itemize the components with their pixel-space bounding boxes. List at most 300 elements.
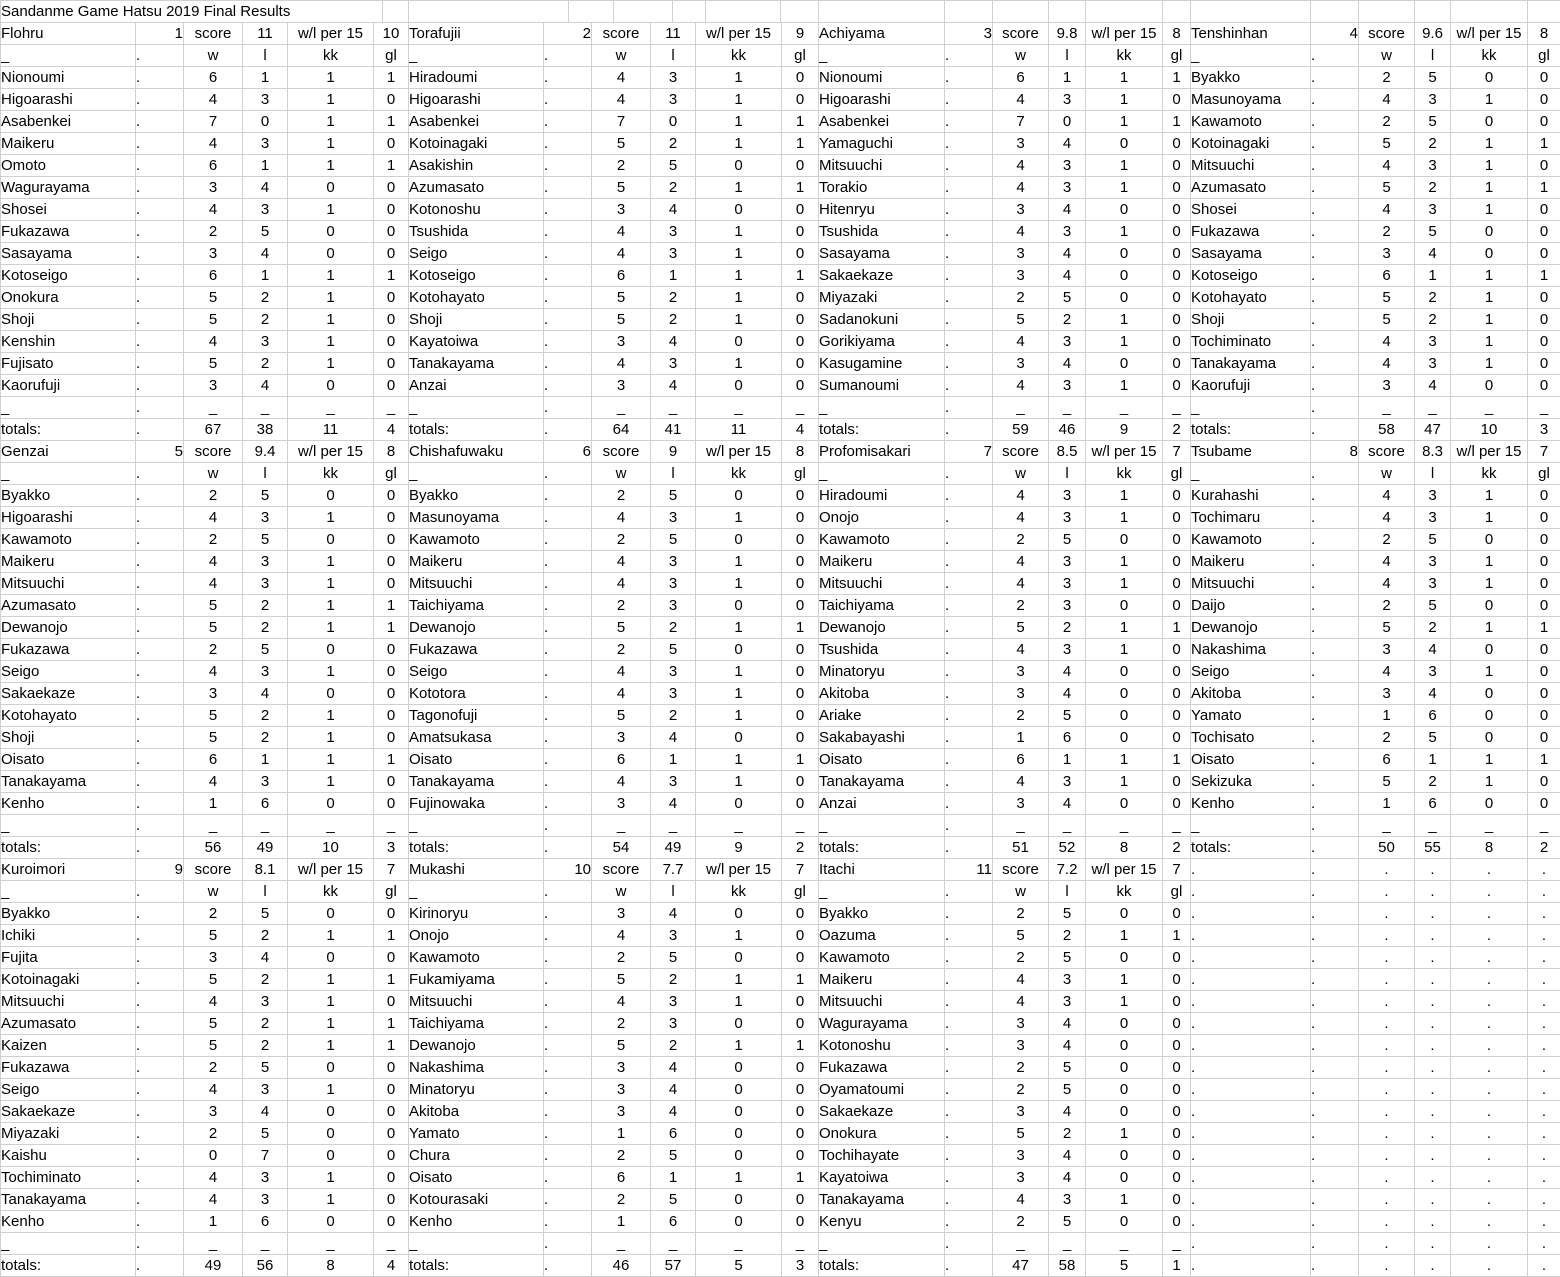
col-header-w: w: [1359, 463, 1415, 485]
totals-wins: 51: [993, 837, 1049, 859]
gl-value: 0: [782, 1013, 819, 1035]
gl-value: 0: [1163, 683, 1191, 705]
totals-wins: 56: [184, 837, 243, 859]
gl-value: 0: [374, 287, 409, 309]
wins-value: 2: [184, 903, 243, 925]
dot-cell: .: [1359, 1167, 1415, 1189]
separator-row: [1, 815, 409, 837]
empty-cell: [1163, 1, 1191, 23]
dot-cell: .: [1311, 1057, 1359, 1079]
wins-value: 6: [184, 265, 243, 287]
wins-value: 5: [1359, 309, 1415, 331]
gl-value: 1: [1528, 749, 1560, 771]
dot-cell: .: [1311, 265, 1359, 287]
opponent-row: [1, 67, 409, 89]
dot-cell: .: [1191, 881, 1311, 903]
losses-value: 5: [1049, 903, 1086, 925]
losses-value: 3: [651, 353, 696, 375]
totals-kk: 5: [1086, 1255, 1163, 1277]
opponent-row: [819, 617, 1191, 639]
underscore-cell: _: [288, 1233, 374, 1255]
opponent-row: [409, 749, 819, 771]
wins-value: 5: [184, 595, 243, 617]
kk-value: 1: [1451, 309, 1528, 331]
dot-cell: .: [1415, 947, 1451, 969]
gl-value: 0: [1528, 89, 1560, 111]
opponent-row: [1191, 749, 1560, 771]
wins-value: 3: [993, 793, 1049, 815]
dot-cell: .: [136, 67, 184, 89]
dot-cell: .: [136, 353, 184, 375]
kk-value: 1: [288, 617, 374, 639]
dot-cell: .: [945, 1123, 993, 1145]
opponent-name: Onokura: [1, 287, 136, 309]
dot-cell: .: [1191, 1035, 1311, 1057]
results-block-flohru: [0, 22, 409, 441]
opponent-name: Sadanokuni: [819, 309, 945, 331]
opponent-row: [1, 617, 409, 639]
dot-cell: .: [136, 815, 184, 837]
losses-value: 2: [243, 727, 288, 749]
block-player-name: Tsubame: [1191, 441, 1311, 463]
opponent-name: Mitsuuchi: [409, 573, 544, 595]
underscore-cell: _: [1086, 397, 1163, 419]
dot-cell: .: [136, 309, 184, 331]
losses-value: 4: [651, 1079, 696, 1101]
kk-value: 1: [1451, 353, 1528, 375]
opponent-name: Tochihayate: [819, 1145, 945, 1167]
totals-row: [409, 837, 819, 859]
kk-value: 0: [696, 1013, 782, 1035]
opponent-name: Hiradoumi: [819, 485, 945, 507]
col-header-w: w: [993, 463, 1049, 485]
opponent-row: [409, 1167, 819, 1189]
opponent-row: [409, 221, 819, 243]
dot-cell: .: [1311, 1013, 1359, 1035]
wins-value: 3: [993, 133, 1049, 155]
opponent-row: [1, 265, 409, 287]
opponent-name: Miyazaki: [1, 1123, 136, 1145]
gl-value: 0: [1163, 1035, 1191, 1057]
col-header-gl: gl: [782, 881, 819, 903]
gl-value: 0: [1163, 1123, 1191, 1145]
col-header-kk: kk: [1451, 463, 1528, 485]
opponent-name: Fukazawa: [1, 1057, 136, 1079]
block-player-name: Flohru: [1, 23, 136, 45]
dot-cell: .: [136, 507, 184, 529]
gl-value: 1: [782, 111, 819, 133]
dot-cell: .: [1359, 1233, 1415, 1255]
opponent-row: [1, 925, 409, 947]
wins-value: 4: [1359, 507, 1415, 529]
underscore-cell: _: [409, 45, 544, 67]
opponent-name: Kotoinagaki: [1, 969, 136, 991]
opponent-row: [1, 705, 409, 727]
gl-value: 0: [1528, 309, 1560, 331]
wins-value: 4: [184, 771, 243, 793]
kk-value: 1: [696, 67, 782, 89]
opponent-row: [1191, 287, 1560, 309]
gl-value: 0: [374, 309, 409, 331]
kk-value: 0: [696, 1079, 782, 1101]
dot-cell: .: [136, 793, 184, 815]
losses-value: 0: [651, 111, 696, 133]
results-block-itachi: [818, 858, 1191, 1277]
totals-label: totals:: [1, 419, 136, 441]
block-header-row: [1191, 23, 1560, 45]
dot-cell: .: [1528, 925, 1560, 947]
wins-value: 4: [993, 507, 1049, 529]
gl-value: 0: [1163, 221, 1191, 243]
kk-value: 0: [1086, 705, 1163, 727]
opponent-row: [409, 309, 819, 331]
opponent-name: Higoarashi: [819, 89, 945, 111]
opponent-name: Onojo: [409, 925, 544, 947]
dot-cell: .: [1415, 1035, 1451, 1057]
dot-cell: .: [1359, 859, 1415, 881]
gl-value: 1: [1528, 265, 1560, 287]
score-label: score: [184, 441, 243, 463]
dot-cell: .: [136, 331, 184, 353]
dot-cell: .: [1451, 1145, 1528, 1167]
losses-value: 3: [243, 573, 288, 595]
opponent-row: [1, 1057, 409, 1079]
gl-value: 0: [782, 947, 819, 969]
opponent-name: Sumanoumi: [819, 375, 945, 397]
kk-value: 0: [696, 331, 782, 353]
gl-value: 0: [1163, 947, 1191, 969]
gl-value: 1: [374, 749, 409, 771]
losses-value: 3: [243, 661, 288, 683]
gl-value: 0: [374, 485, 409, 507]
opponent-row: [409, 1101, 819, 1123]
wins-value: 3: [592, 1057, 651, 1079]
opponent-row: [1191, 155, 1560, 177]
dot-cell: .: [544, 287, 592, 309]
gl-value: 0: [1528, 595, 1560, 617]
score-label: score: [1359, 441, 1415, 463]
score-value: 7.2: [1049, 859, 1086, 881]
dot-cell: .: [1451, 925, 1528, 947]
opponent-row: [819, 705, 1191, 727]
opponent-name: Kotoinagaki: [1191, 133, 1311, 155]
gl-value: 0: [782, 309, 819, 331]
dot-cell: .: [945, 837, 993, 859]
totals-label: totals:: [1, 1255, 136, 1277]
losses-value: 5: [1049, 947, 1086, 969]
wins-value: 6: [592, 1167, 651, 1189]
dot-cell: .: [136, 947, 184, 969]
block-subheader-row: [819, 463, 1191, 485]
dot-cell: .: [544, 969, 592, 991]
underscore-cell: _: [1528, 397, 1560, 419]
dot-cell: .: [1311, 331, 1359, 353]
wins-value: 1: [993, 727, 1049, 749]
losses-value: 5: [243, 221, 288, 243]
opponent-name: Mitsuuchi: [819, 573, 945, 595]
block-subheader-row: [409, 881, 819, 903]
wins-value: 4: [993, 1189, 1049, 1211]
gl-value: 0: [1163, 529, 1191, 551]
opponent-name: Kotonoshu: [819, 1035, 945, 1057]
losses-value: 5: [243, 903, 288, 925]
kk-value: 0: [696, 155, 782, 177]
opponent-name: Sasayama: [1191, 243, 1311, 265]
dot-cell: .: [1311, 595, 1359, 617]
losses-value: 3: [243, 89, 288, 111]
opponent-name: Fukazawa: [819, 1057, 945, 1079]
wins-value: 5: [1359, 771, 1415, 793]
opponent-row: [819, 1035, 1191, 1057]
totals-wins: 50: [1359, 837, 1415, 859]
gl-value: 0: [782, 573, 819, 595]
kk-value: 0: [1086, 265, 1163, 287]
opponent-row: [819, 309, 1191, 331]
block-header-row: [1, 23, 409, 45]
opponent-row: [1191, 551, 1560, 573]
dot-cell: .: [1451, 1123, 1528, 1145]
wins-value: 3: [993, 1035, 1049, 1057]
wins-value: 3: [993, 661, 1049, 683]
dot-cell: .: [1451, 1255, 1528, 1277]
totals-losses: 55: [1415, 837, 1451, 859]
underscore-cell: _: [288, 397, 374, 419]
opponent-row: [409, 243, 819, 265]
losses-value: 3: [1049, 1189, 1086, 1211]
losses-value: 3: [651, 925, 696, 947]
dot-cell: .: [1311, 529, 1359, 551]
kk-value: 1: [1451, 265, 1528, 287]
opponent-row: [409, 89, 819, 111]
losses-value: 5: [1415, 529, 1451, 551]
opponent-name: Fukazawa: [409, 639, 544, 661]
dot-cell: .: [1191, 859, 1311, 881]
opponent-row: [1, 287, 409, 309]
opponent-row: [819, 1211, 1191, 1233]
gl-value: 0: [1528, 793, 1560, 815]
gl-value: 1: [1163, 67, 1191, 89]
kk-value: 1: [696, 221, 782, 243]
col-header-l: l: [651, 463, 696, 485]
gl-value: 0: [1528, 639, 1560, 661]
dot-cell: .: [1311, 221, 1359, 243]
opponent-name: Tochiminato: [1191, 331, 1311, 353]
dot-cell: .: [136, 837, 184, 859]
opponent-name: Kaorufuji: [1, 375, 136, 397]
opponent-row: [819, 199, 1191, 221]
col-header-l: l: [243, 881, 288, 903]
underscore-cell: _: [782, 815, 819, 837]
gl-value: 0: [1163, 133, 1191, 155]
dot-cell: .: [1311, 551, 1359, 573]
dot-cell: .: [1359, 903, 1415, 925]
dot-cell: .: [1191, 1255, 1311, 1277]
kk-value: 1: [288, 595, 374, 617]
opponent-name: Dewanojo: [1, 617, 136, 639]
gl-value: 1: [1528, 133, 1560, 155]
wins-value: 3: [184, 177, 243, 199]
gl-value: 0: [1528, 573, 1560, 595]
dot-cell: .: [945, 881, 993, 903]
gl-value: 0: [1163, 595, 1191, 617]
kk-value: 0: [288, 1123, 374, 1145]
dot-cell: .: [1311, 1145, 1359, 1167]
wins-value: 2: [1359, 221, 1415, 243]
losses-value: 1: [651, 749, 696, 771]
dot-cell: .: [544, 705, 592, 727]
kk-value: 0: [1086, 1167, 1163, 1189]
block-rank: 2: [544, 23, 592, 45]
losses-value: 2: [243, 969, 288, 991]
dot-cell: .: [136, 419, 184, 441]
dot-cell: .: [1191, 1211, 1311, 1233]
empty-cell: [569, 1, 614, 23]
col-header-gl: gl: [1163, 881, 1191, 903]
dot-cell: .: [945, 573, 993, 595]
kk-value: 0: [1451, 639, 1528, 661]
dot-cell: .: [544, 727, 592, 749]
losses-value: 5: [1049, 529, 1086, 551]
block-subheader-row: [1191, 463, 1560, 485]
totals-kk: 11: [288, 419, 374, 441]
col-header-gl: gl: [1163, 45, 1191, 67]
gl-value: 0: [782, 221, 819, 243]
opponent-name: Amatsukasa: [409, 727, 544, 749]
opponent-row: [1191, 375, 1560, 397]
gl-value: 0: [1163, 573, 1191, 595]
losses-value: 1: [651, 265, 696, 287]
separator-row: [819, 1233, 1191, 1255]
opponent-name: Kawamoto: [1191, 529, 1311, 551]
dot-cell: .: [1528, 859, 1560, 881]
col-header-kk: kk: [1086, 463, 1163, 485]
losses-value: 5: [1415, 221, 1451, 243]
dot-cell: .: [544, 925, 592, 947]
score-value: 8.1: [243, 859, 288, 881]
kk-value: 0: [1086, 1211, 1163, 1233]
gl-value: 0: [782, 1057, 819, 1079]
dot-cell: .: [136, 749, 184, 771]
dot-cell: .: [544, 749, 592, 771]
losses-value: 6: [1049, 727, 1086, 749]
wins-value: 4: [993, 221, 1049, 243]
losses-value: 5: [651, 1189, 696, 1211]
kk-value: 0: [1451, 67, 1528, 89]
dot-cell: .: [1191, 1079, 1311, 1101]
opponent-name: Higoarashi: [1, 89, 136, 111]
gl-value: 0: [1163, 903, 1191, 925]
underscore-cell: _: [1, 1233, 136, 1255]
opponent-name: Byakko: [1, 903, 136, 925]
empty-row: [1191, 859, 1560, 881]
kk-value: 0: [1086, 1013, 1163, 1035]
gl-value: 0: [1163, 507, 1191, 529]
dot-cell: .: [945, 1189, 993, 1211]
losses-value: 2: [1415, 287, 1451, 309]
opponent-row: [819, 1101, 1191, 1123]
kk-value: 1: [1451, 177, 1528, 199]
dot-cell: .: [136, 199, 184, 221]
opponent-name: Yamato: [409, 1123, 544, 1145]
opponent-name: Kayatoiwa: [819, 1167, 945, 1189]
dot-cell: .: [1415, 991, 1451, 1013]
opponent-row: [1, 331, 409, 353]
dot-cell: .: [1528, 1145, 1560, 1167]
wins-value: 3: [592, 727, 651, 749]
dot-cell: .: [1311, 573, 1359, 595]
opponent-row: [409, 793, 819, 815]
wins-value: 4: [1359, 485, 1415, 507]
opponent-row: [819, 727, 1191, 749]
gl-value: 0: [1163, 1101, 1191, 1123]
gl-value: 1: [782, 1035, 819, 1057]
dot-cell: .: [544, 177, 592, 199]
opponent-name: Tanakayama: [409, 771, 544, 793]
underscore-cell: _: [1191, 815, 1311, 837]
underscore-cell: _: [184, 815, 243, 837]
opponent-name: Hiradoumi: [409, 67, 544, 89]
dot-cell: .: [1311, 793, 1359, 815]
wins-value: 5: [184, 1013, 243, 1035]
underscore-cell: _: [1191, 45, 1311, 67]
opponent-row: [819, 111, 1191, 133]
per15-label: w/l per 15: [288, 859, 374, 881]
wins-value: 5: [592, 1035, 651, 1057]
wins-value: 4: [592, 67, 651, 89]
opponent-row: [409, 1013, 819, 1035]
losses-value: 6: [243, 793, 288, 815]
dot-cell: .: [544, 133, 592, 155]
score-value: 9: [651, 441, 696, 463]
empty-row: [1191, 947, 1560, 969]
totals-wins: 46: [592, 1255, 651, 1277]
kk-value: 0: [696, 529, 782, 551]
wins-value: 4: [592, 243, 651, 265]
dot-cell: .: [1311, 1123, 1359, 1145]
dot-cell: .: [1359, 925, 1415, 947]
losses-value: 1: [1415, 749, 1451, 771]
empty-row: [1191, 1079, 1560, 1101]
page-title: Sandanme Game Hatsu 2019 Final Results: [1, 1, 383, 23]
gl-value: 1: [782, 617, 819, 639]
wins-value: 5: [592, 133, 651, 155]
kk-value: 0: [288, 639, 374, 661]
per15-value: 7: [374, 859, 409, 881]
wins-value: 4: [993, 375, 1049, 397]
opponent-row: [1191, 331, 1560, 353]
kk-value: 0: [288, 177, 374, 199]
opponent-name: Maikeru: [1, 551, 136, 573]
opponent-name: Tsushida: [819, 639, 945, 661]
kk-value: 0: [1086, 529, 1163, 551]
opponent-row: [1191, 221, 1560, 243]
losses-value: 3: [243, 1079, 288, 1101]
empty-cell: [706, 1, 781, 23]
wins-value: 4: [993, 639, 1049, 661]
opponent-name: Tanakayama: [1, 771, 136, 793]
opponent-name: Oisato: [819, 749, 945, 771]
dot-cell: .: [136, 639, 184, 661]
totals-row: [819, 837, 1191, 859]
wins-value: 3: [592, 793, 651, 815]
per15-value: 7: [1528, 441, 1560, 463]
gl-value: 1: [374, 595, 409, 617]
opponent-name: Fukamiyama: [409, 969, 544, 991]
underscore-cell: _: [696, 1233, 782, 1255]
totals-gl: 4: [782, 419, 819, 441]
opponent-row: [1, 199, 409, 221]
opponent-row: [1, 573, 409, 595]
